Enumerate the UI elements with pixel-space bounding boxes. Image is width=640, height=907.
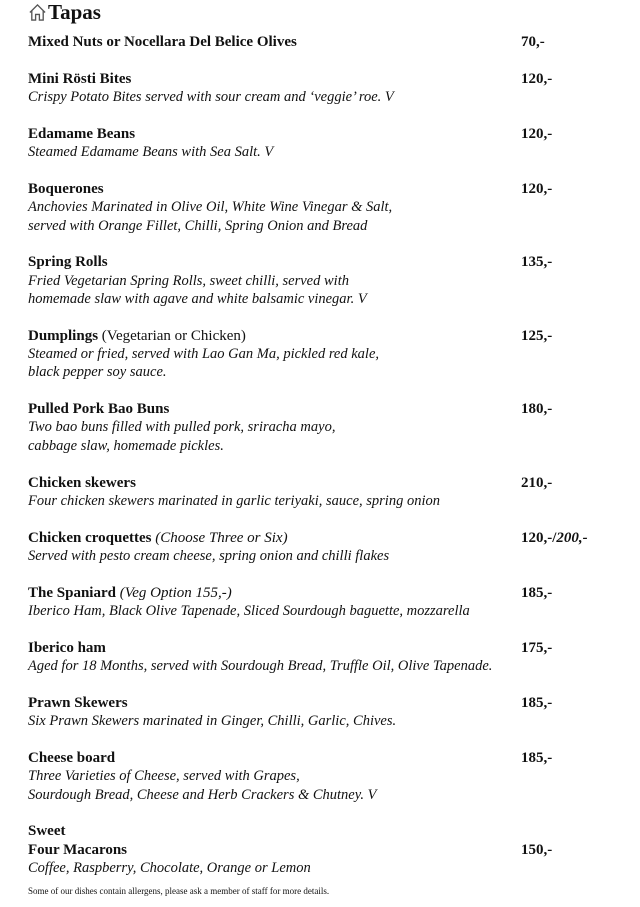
item-name: The Spaniard [28, 584, 116, 601]
item-price [521, 180, 552, 198]
price-value: 120,- [521, 125, 553, 142]
item-note: (Veg Option 155,-) [119, 584, 232, 601]
menu-item [28, 639, 628, 676]
menu-title [28, 0, 101, 25]
menu-item [28, 33, 628, 51]
menu-item [28, 584, 628, 621]
item-price [521, 841, 552, 859]
menu-item [28, 180, 628, 235]
price-value: 185,- [521, 584, 553, 601]
item-name: Cheese board [28, 750, 116, 767]
item-name: Pulled Pork Bao Buns [28, 401, 170, 418]
menu-item [28, 474, 628, 511]
item-name: Mini Rösti Bites [28, 70, 132, 87]
item-name: Prawn Skewers [28, 694, 128, 711]
item-name: Chicken croquettes [28, 529, 152, 546]
item-name: Spring Rolls [28, 254, 108, 271]
item-price [521, 639, 552, 657]
item-description: Six Prawn Skewers marinated in Ginger, Chilli, Garlic, Chives. [28, 713, 397, 730]
item-price [521, 253, 552, 271]
item-description: Fried Vegetarian Spring Rolls, sweet chilli, served with [28, 272, 349, 289]
item-description: Two bao buns filled with pulled pork, sriracha mayo, [28, 419, 336, 436]
item-name: Dumplings [28, 327, 99, 344]
allergen-note: Some of our dishes contain allergens, please ask a member of staff for more details. [28, 886, 330, 896]
price-value: 70,- [521, 34, 545, 50]
menu-item [28, 529, 628, 566]
price-value: 120,- [521, 70, 553, 87]
menu-item [28, 70, 628, 107]
item-price [521, 70, 552, 88]
item-name: Boquerones [28, 180, 104, 197]
price-value: 185,- [521, 694, 553, 711]
item-description: Anchovies Marinated in Olive Oil, White Wine Vinegar & Salt, [28, 199, 393, 216]
price-alt-value: 200,- [556, 529, 588, 546]
menu-item [28, 327, 628, 382]
item-description: Sourdough Bread, Cheese and Herb Crackers & Chutney. V [28, 786, 377, 803]
item-description: Four chicken skewers marinated in garlic teriyaki, sauce, spring onion [28, 492, 440, 509]
item-description: Iberico Ham, Black Olive Tapenade, Sliced Sourdough baguette, mozzarella [28, 603, 470, 620]
item-description: served with Orange Fillet, Chilli, Spring Onion and Bread [28, 217, 368, 234]
item-description: homemade slaw with agave and white balsamic vinegar. V [28, 290, 367, 307]
item-name: Four Macarons [28, 841, 128, 858]
item-price [521, 125, 552, 143]
section-heading-sweet: Sweet [28, 823, 66, 840]
item-note: (Vegetarian or Chicken) [101, 327, 246, 344]
item-price [521, 749, 552, 767]
item-price [521, 327, 552, 345]
item-description: Served with pesto cream cheese, spring onion and chilli flakes [28, 547, 390, 564]
item-description: Coffee, Raspberry, Chocolate, Orange or Lemon [28, 860, 311, 876]
menu-item [28, 694, 628, 731]
item-description: Crispy Potato Bites served with sour cream and ‘veggie’ roe. V [28, 89, 394, 106]
menu-item [28, 749, 628, 804]
item-price [521, 529, 588, 547]
price-value: 150,- [521, 841, 553, 858]
item-name: Edamame Beans [28, 125, 136, 142]
price-value: 120,- [521, 180, 553, 197]
item-name: Chicken skewers [28, 474, 136, 491]
price-value: 210,- [521, 474, 553, 491]
price-value: 135,- [521, 254, 553, 271]
item-description: cabbage slaw, homemade pickles. [28, 437, 224, 454]
item-description: Aged for 18 Months, served with Sourdough Bread, Truffle Oil, Olive Tapenade. [28, 658, 493, 675]
item-note: (Choose Three or Six) [155, 529, 288, 546]
menu-item [28, 400, 628, 455]
item-name: Mixed Nuts or Nocellara Del Belice Olives [28, 34, 297, 50]
item-description: Steamed or fried, served with Lao Gan Ma, pickled red kale, [28, 346, 380, 363]
item-price [521, 400, 552, 418]
menu-item [28, 841, 628, 878]
price-value: 120,-/ [521, 529, 557, 546]
price-value: 125,- [521, 327, 553, 344]
item-price [521, 584, 552, 602]
home-icon [28, 3, 47, 22]
item-description: Three Varieties of Cheese, served with Grapes, [28, 768, 300, 785]
menu-item [28, 253, 628, 308]
menu-item [28, 125, 628, 162]
price-value: 185,- [521, 750, 553, 767]
item-description: black pepper soy sauce. [28, 364, 167, 381]
item-price [521, 33, 545, 51]
item-price [521, 474, 552, 492]
menu-list [28, 33, 628, 896]
item-name: Iberico ham [28, 639, 106, 656]
price-value: 180,- [521, 401, 553, 418]
item-description: Steamed Edamame Beans with Sea Salt. V [28, 144, 274, 161]
item-price [521, 694, 552, 712]
price-value: 175,- [521, 639, 553, 656]
section-title: Tapas [48, 0, 101, 24]
